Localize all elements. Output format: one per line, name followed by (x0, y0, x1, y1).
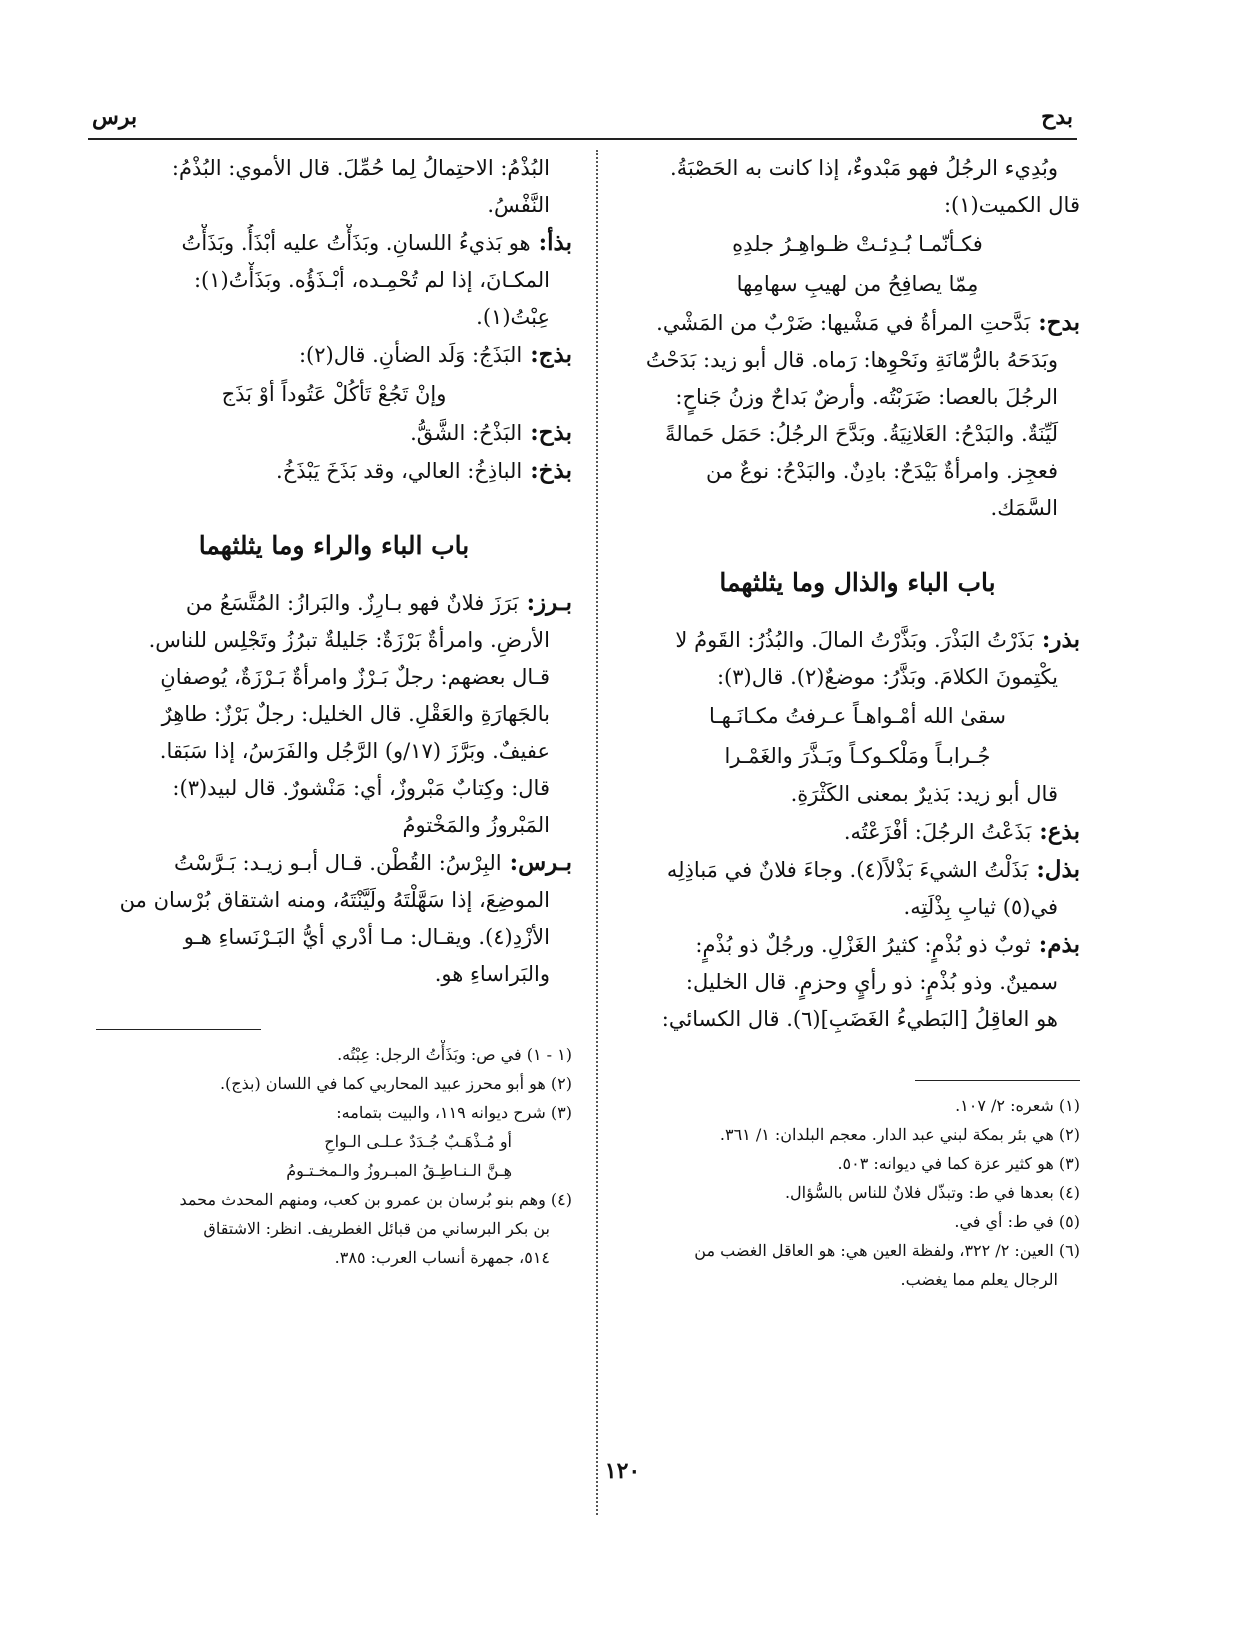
entry-baraza (96, 584, 572, 622)
entry-text: البِرْسُ: القُطْن. قـال أبـو زيـد: بَـرَّسْتُ (174, 851, 502, 875)
text-line: عفيفٌ. وبَرَّزَ (١٧/و) الرَّجُل والفَرَسُ، إذا سَبَقا. (159, 739, 550, 763)
footnote: (٥) في ط: أي في. (954, 1212, 1080, 1231)
entry-text: هو بَذيءُ اللسانِ. وبَذَأْتُ عليه أبْذَأُ. وبَذَأْتُ (181, 231, 531, 255)
entry-badhaha (96, 414, 572, 452)
entry-head: بذأ: (538, 229, 572, 256)
footnote-rule (96, 1029, 261, 1030)
entry-head: بذج: (530, 341, 572, 368)
right-column (635, 150, 1080, 1294)
text-line: وبَدَحَهُ بالرُّمّانَةِ ونَحْوِها: رَماه. قال أبو زيد: بَدَحْتُ (645, 348, 1058, 372)
entry-badhama (635, 926, 1080, 964)
entry-barasa (96, 844, 572, 882)
entry-text: البَذَجُ: وَلَد الضأنِ. قال(٢): (298, 343, 523, 367)
verse-line: مِمّا يصافِحُ من لهيبِ سهامِها (736, 272, 979, 296)
footnote: ٥١٤، جمهرة أنساب العرب: ٣٨٥. (334, 1248, 550, 1267)
section-title: باب الباء والذال وما يثلثهما (719, 568, 996, 597)
text-line: السَّمَك. (990, 496, 1058, 520)
left-column (96, 150, 572, 1272)
verse-line: سقىٰ الله أمْـواهـاً عـرفتُ مكـانَـهـا (709, 704, 1006, 728)
text-line: والبَراساءِ هو. (434, 962, 550, 986)
entry-head: بذر: (1041, 626, 1080, 653)
text-line: قال أبو زيد: بَذيرٌ بمعنى الكَثْرَةِ. (790, 782, 1058, 806)
entry-text: ثوبٌ ذو بُذْمٍ: كثيرُ الغَزْلِ. ورجُلٌ ذو بُذْمٍ: (695, 933, 1031, 957)
text-line: الأرضِ. وامرأةٌ بَرْزَةٌ: جَليلةٌ تبرُزُ وتَجْلِس للناس. (148, 628, 550, 652)
footnote: (٢) هو أبو محرز عبيد المحاربي كما في اللسان (بذج). (219, 1074, 572, 1093)
text-line: بالجَهارَةِ والعَقْلِ. قال الخليل: رجلٌ بَرْزٌ: طاهِرٌ (161, 702, 550, 726)
text-line: المكـانَ، إذا لم تُحْمِـده، أبْـذَؤُه. وبَذَأْتُ(١): (193, 268, 550, 292)
entry-text: البَذْحُ: الشَّقُّ. (410, 421, 523, 445)
entry-badhala (635, 851, 1080, 889)
entry-head: بدح: (1038, 309, 1080, 336)
text-line: قـال بعضهم: رجلٌ بَـرْزٌ وامرأةٌ بَـرْزَةٌ، يُوصفانِ (160, 665, 550, 689)
section-title: باب الباء والراء وما يثلثهما (198, 531, 470, 560)
text-line: عِبْتُ(١). (476, 305, 550, 329)
column-divider (596, 150, 598, 1515)
entry-badha3a (635, 813, 1080, 851)
text-line: الرجُلَ بالعصا: ضَرَبْتُه. وأرضٌ بَداحٌ وزنُ جَناحٍ: (675, 385, 1058, 409)
footnote: (٤) وهم بنو بُرسان بن عمرو بن كعب، ومنهم المحدث محمد (179, 1190, 572, 1209)
entry-head: بـرز: (526, 589, 572, 616)
footnote: (٢) هي بئر بمكة لبني عبد الدار. معجم البلدان: ١/ ٣٦١. (719, 1125, 1080, 1144)
entry-text: بَدَّحتِ المرأةُ في مَشْيها: ضَرْبٌ من المَشْي. (656, 311, 1031, 335)
entry-badhakha (96, 452, 572, 490)
text-line: البُذْمُ: الاحتِمالُ لِما حُمِّلَ. قال الأموي: البُذْمُ: (171, 156, 550, 180)
header-rule (88, 138, 1077, 140)
footnote: الرجال يعلم مما يغضب. (900, 1270, 1058, 1289)
footnote: (١) شعره: ٢/ ١٠٧. (955, 1096, 1080, 1115)
footnote: (٤) بعدها في ط: وتبذّل فلانٌ للناس بالسُّؤال. (784, 1183, 1080, 1202)
entry-head: بذم: (1038, 931, 1080, 958)
text-line: سمينٌ. وذو بُذْمٍ: ذو رأيٍ وحزمٍ. قال الخليل: (685, 970, 1058, 994)
text-line: الموضِعَ، إذا سَهَّلْتَهُ ولَيَّنْتَهُ، ومنه اشتقاق بُرْسان من (119, 888, 550, 912)
text-line: لَيِّنَةٌ. والبَدْحُ: العَلانِيَةُ. وبَدَّحَ الرجُلُ: حَمَل حَمالةً (665, 422, 1058, 446)
entry-head: بـرس: (509, 849, 572, 876)
entry-head: بذح: (530, 419, 572, 446)
running-head-right: بدح (1041, 104, 1073, 130)
text-line: في(٥) ثيابِ بِذْلَتِه. (903, 895, 1058, 919)
entry-text: بَذَلْتُ الشيءَ بَذْلاً(٤). وجاءَ فلانٌ في مَباذِلِه (666, 858, 1029, 882)
entry-badhaja (96, 336, 572, 374)
page-number: ١٢٠ (604, 1458, 641, 1484)
footnote: (١ - ١) في ص: وبَذَأْتُ الرجل: عِبْتُه. (337, 1045, 572, 1064)
footnote: بن بكر البرساني من قبائل الغطريف. انظر: الاشتقاق (203, 1219, 550, 1238)
verse-line: جُـرابـاً ومَلْكـوكـاً وبَـذَّرَ والغَمْـرا (724, 744, 991, 768)
entry-text: الباذِخُ: العالي، وقد بَذَخَ يَبْذَخُ. (276, 459, 523, 483)
text-line: يكْتِمونَ الكلامَ. وبَذَّرُ: موضعٌ(٢). قال(٣): (716, 665, 1058, 689)
running-head-left: برس (92, 104, 138, 130)
entry-text: بَذَعْتُ الرجُلَ: أفْزَعْتُه. (843, 820, 1032, 844)
text-line: هو العاقِلُ [البَطيءُ الغَضَبِ](٦). قال الكسائي: (661, 1007, 1058, 1031)
footnote-verse: أو مُـذْهَـبٌ جُـدَدٌ عـلـى الـواحِ (324, 1132, 512, 1151)
entry-head: بذع: (1039, 818, 1080, 845)
text-line: فعجِز. وامرأةٌ بَيْدَحٌ: بادِنٌ. والبَدْحُ: نوعٌ من (705, 459, 1058, 483)
entry-text: بَذَرْتُ البَذْرَ. وبَذَّرْتُ المالَ. والبُذُرُ: القَومُ لا (675, 628, 1034, 652)
text-line: قال: وكِتابٌ مَبْروزٌ، أي: مَنْشورٌ. قال لبيد(٣): (172, 776, 550, 800)
entry-head: بذل: (1036, 856, 1080, 883)
verse-line: وإنْ تَجُعْ تَأكُلْ عَتُوداً أوْ بَذَج (221, 382, 447, 406)
text-line: وبُدِيء الرجُلُ فهو مَبْدوءٌ، إذا كانت به الحَصْبَةُ. (670, 156, 1058, 180)
footnote-verse: هِـنَّ الـنـاطِـقُ المبـروزُ والـمخـتـومُ (286, 1161, 512, 1180)
verse-line: فكـأنّمـا بُـدِئـتْ ظـواهِـرُ جلدِهِ (732, 232, 983, 256)
entry-badha2a (96, 224, 572, 262)
text-line: المَبْروزُ والمَخْتومُ (402, 813, 550, 837)
entry-badhara (635, 621, 1080, 659)
entry-head: بذخ: (530, 457, 572, 484)
text-line: قال الكميت(١): (943, 193, 1080, 217)
footnote-rule (915, 1080, 1080, 1081)
entry-text: بَرَزَ فلانٌ فهو بـارِزٌ. والبَرازُ: المُتَّسَعُ من (185, 591, 519, 615)
entry-badaha (635, 304, 1080, 342)
footnote: (٣) هو كثير عزة كما في ديوانه: ٥٠٣. (837, 1154, 1080, 1173)
footnote: (٦) العين: ٢/ ٣٢٢، ولفظة العين هي: هو العاقل الغضب من (694, 1241, 1080, 1260)
text-line: النَّفْسُ. (487, 193, 550, 217)
footnote: (٣) شرح ديوانه ١١٩، والبيت بتمامه: (336, 1103, 572, 1122)
text-line: الأزْدِ(٤). ويقـال: مـا أدْري أيُّ البَـرْنَساءِ هـو (183, 925, 550, 949)
